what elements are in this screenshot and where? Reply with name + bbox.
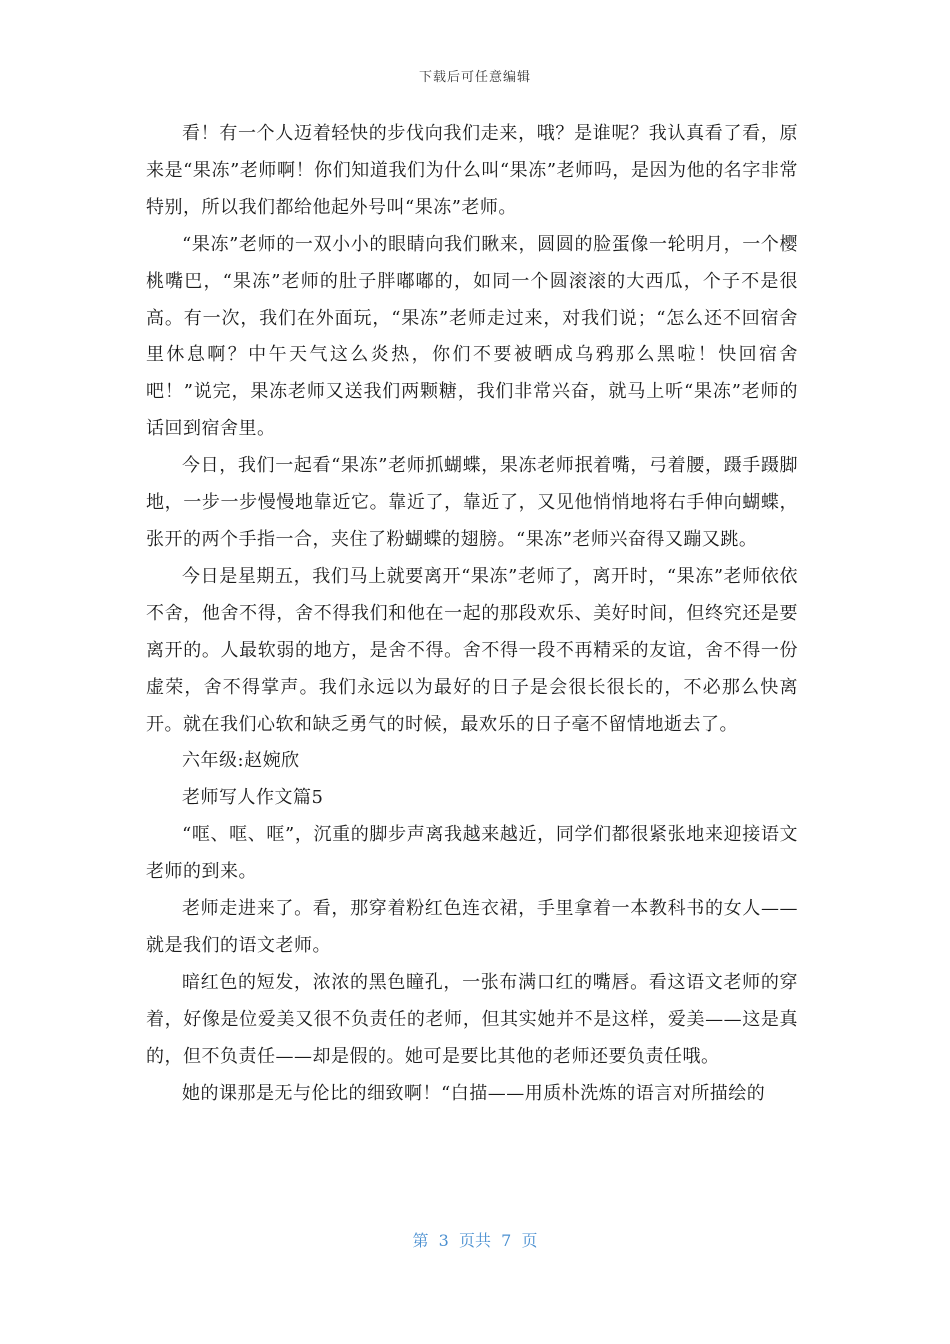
paragraph: 今日是星期五，我们马上就要离开“果冻”老师了，离开时，“果冻”老师依依不舍，他舍不得，舍不得我们和他在一起的那段欢乐、美好时间，但终究还是要离开的。人最软弱的地方，是舍不得。舍不得一段不再精采的友谊，舍不得一份虚荣，舍不得掌声。我们永远以为最好的日子是会很长很长的，不必那么快离开。就在我们心软和缺乏勇气的时候，最欢乐的日子毫不留情地逝去了。 bbox=[146, 565, 798, 735]
paragraph: 老师走进来了。看，那穿着粉红色连衣裙，手里拿着一本教科书的女人——就是我们的语文老师。 bbox=[146, 898, 798, 956]
author-line: 六年级:赵婉欣 bbox=[182, 750, 300, 772]
document-body bbox=[146, 116, 798, 1112]
paragraph: 看！有一个人迈着轻快的步伐向我们走来，哦？是谁呢？我认真看了看，原来是“果冻”老师啊！你们知道我们为什么叫“果冻”老师吗，是因为他的名字非常特别，所以我们都给他起外号叫“果冻”老师。 bbox=[146, 123, 798, 218]
page-number-footer: 第 3 页共 7 页 bbox=[412, 1231, 538, 1250]
paragraph: “哐、哐、哐”，沉重的脚步声离我越来越近，同学们都很紧张地来迎接语文老师的到来。 bbox=[146, 824, 798, 883]
section-title: 老师写人作文篇5 bbox=[182, 787, 324, 809]
paragraph: 今日，我们一起看“果冻”老师抓蝴蝶，果冻老师抿着嘴，弓着腰，蹑手蹑脚地，一步一步慢慢地靠近它。靠近了，靠近了，又见他悄悄地将右手伸向蝴蝶，张开的两个手指一合，夹住了粉蝴蝶的翅膀。“果冻”老师兴奋得又蹦又跳。 bbox=[146, 455, 798, 550]
paragraph: 她的课那是无与伦比的细致啊！“白描——用质朴洗炼的语言对所描绘的 bbox=[182, 1082, 766, 1104]
page-header: 下载后可任意编辑 bbox=[418, 70, 531, 85]
paragraph: 暗红色的短发，浓浓的黑色瞳孔，一张布满口红的嘴唇。看这语文老师的穿着，好像是位爱美又很不负责任的老师，但其实她并不是这样，爱美——这是真的，但不负责任——却是假的。她可是要比其他的老师还要负责任哦。 bbox=[146, 971, 798, 1067]
paragraph: “果冻”老师的一双小小的眼睛向我们瞅来，圆圆的脸蛋像一轮明月，一个樱桃嘴巴，“果冻”老师的肚子胖嘟嘟的，如同一个圆滚滚的大西瓜，个子不是很高。有一次，我们在外面玩，“果冻”老师走过来，对我们说；“怎么还不回宿舍里休息啊？中午天气这么炎热，你们不要被晒成乌鸦那么黑啦！快回宿舍吧！”说完，果冻老师又送我们两颗糖，我们非常兴奋，就马上听“果冻”老师的话回到宿舍里。 bbox=[146, 233, 798, 440]
